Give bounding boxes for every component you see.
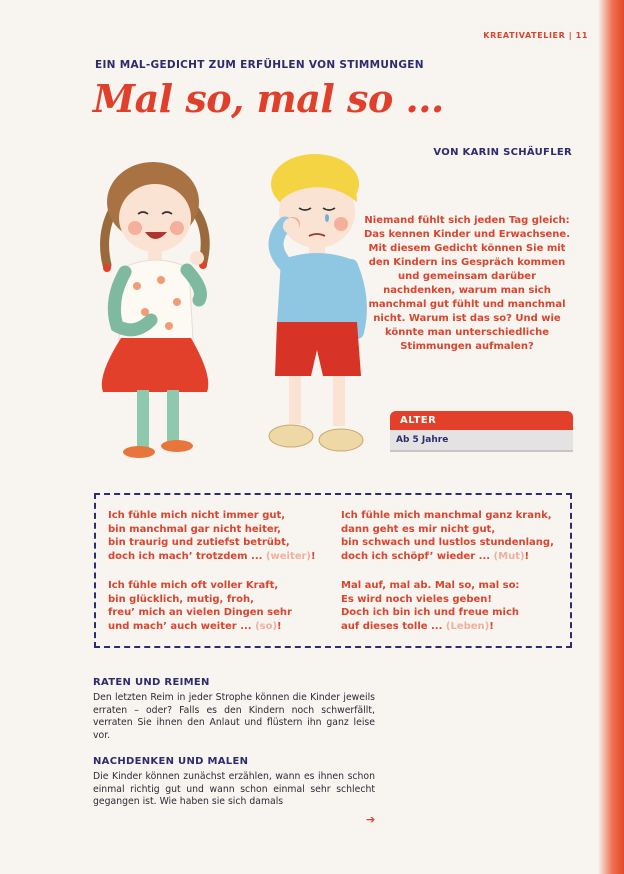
poem-line: doch ich mach’ trotzdem ... [108, 550, 263, 562]
section-heading-raten: RATEN UND REIMEN [93, 677, 210, 688]
stanza-2 [341, 509, 554, 563]
section-text-nachdenken: Die Kinder können zunächst erzählen, wann es ihnen schon einmal richtig gut und wann schon einmal sehr schlecht gegangen ist. Wie haben sie sich damals [93, 771, 375, 807]
poem-line: bin traurig und zutiefst betrübt, [108, 537, 290, 548]
poem-line: bin manchmal gar nicht heiter, [108, 523, 281, 535]
girl-figure [102, 162, 208, 458]
poem-line: Ich fühle mich nicht immer gut, [108, 510, 286, 521]
poem-line: und mach’ auch weiter ... [108, 620, 252, 632]
poem-line-end: ! [277, 620, 282, 632]
children-illustration [95, 140, 380, 470]
poem-line: auf dieses tolle ... [341, 620, 443, 632]
poem-line: Ich fühle mich manchmal ganz krank, [341, 510, 552, 521]
poem-line: dann geht es mir nicht gut, [341, 523, 496, 535]
page-title: Mal so, mal so ... [93, 76, 444, 121]
poem-line: Doch ich bin ich und freue mich [341, 607, 520, 618]
poem-line: Mal auf, mal ab. Mal so, mal so: [341, 580, 520, 591]
poem-line-end: ! [311, 550, 316, 562]
running-head: KREATIVATELIER | 11 [483, 31, 588, 40]
poem-line: bin schwach und lustlos stundenlang, [341, 537, 554, 548]
poem-line: bin glücklich, mutig, froh, [108, 593, 254, 605]
arrow-right-icon[interactable]: ➔ [366, 813, 376, 826]
age-info-box [390, 411, 573, 452]
poem-box [94, 493, 572, 648]
poem-line: freu’ mich an vielen Dingen sehr [108, 607, 292, 618]
kicker: EIN MAL-GEDICHT ZUM ERFÜHLEN VON STIMMUNGEN [95, 59, 424, 71]
rhyme-answer: (weiter) [265, 550, 312, 562]
boy-figure [269, 154, 363, 451]
rhyme-answer: (Leben) [445, 620, 490, 632]
stanza-1 [108, 509, 316, 563]
rhyme-answer: (so) [255, 620, 278, 632]
poem-line-end: ! [524, 550, 530, 562]
byline: VON KARIN SCHÄUFLER [433, 147, 572, 158]
age-label: ALTER [390, 411, 573, 430]
stanza-4 [341, 579, 519, 633]
section-text-raten: Den letzten Reim in jeder Strophe können die Kinder jeweils erraten – oder? Falls es den Kindern noch schwerfällt, verraten Sie ihnen den Anlaut und flüstern ihn ganz leise vor. [93, 692, 375, 741]
section-heading-nachdenken: NACHDENKEN UND MALEN [93, 756, 249, 767]
poem-line: Es wird noch vieles geben! [341, 593, 492, 605]
poem-line: Ich fühle mich oft voller Kraft, [108, 580, 279, 591]
stanza-3 [108, 579, 292, 633]
rhyme-answer: (Mut) [493, 550, 525, 562]
intro-paragraph: Niemand fühlt sich jeden Tag gleich: Das kennen Kinder und Erwachsene. Mit diesem Gedicht können Sie mit den Kindern ins Gespräch kommen und gemeinsam darüber nachdenken, warum man sich manchmal gut fühlt und manchmal nicht. Warum ist das so? Und wie könnte man unterschiedliche Stimmungen aufmalen? [363, 215, 571, 352]
poem-line-end: ! [489, 620, 494, 632]
page-edge-decoration [598, 0, 624, 874]
age-value: Ab 5 Jahre [390, 430, 573, 452]
poem-line: doch ich schöpf’ wieder ... [341, 550, 491, 562]
